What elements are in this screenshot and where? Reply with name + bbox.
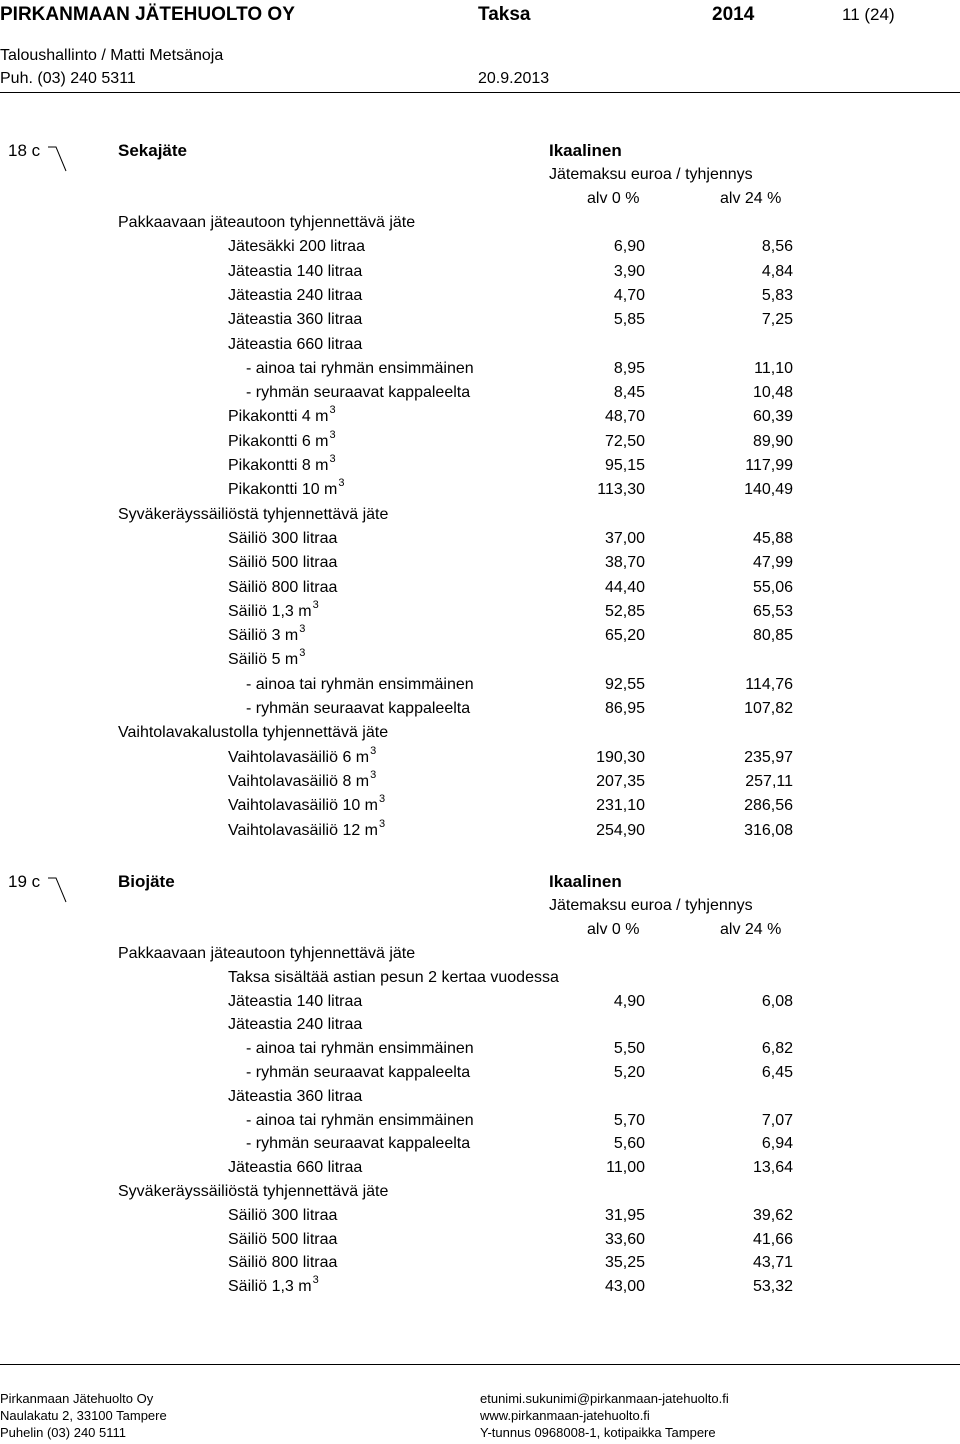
price-vat0: 5,85 bbox=[613, 311, 645, 329]
price-vat0: 6,90 bbox=[613, 238, 645, 256]
price-vat24: 286,56 bbox=[744, 797, 793, 815]
row-label-text: Säiliö 300 litraa bbox=[228, 1206, 338, 1224]
fee-label-row bbox=[0, 166, 960, 190]
row-label bbox=[228, 287, 362, 305]
row-label bbox=[228, 263, 362, 281]
row-label-text: Säiliö 300 litraa bbox=[228, 529, 338, 547]
row-label bbox=[228, 647, 306, 669]
price-vat0: 31,95 bbox=[604, 1206, 645, 1224]
table-row bbox=[0, 1064, 960, 1088]
row-label bbox=[228, 969, 559, 987]
table-row bbox=[0, 506, 960, 530]
row-label-text: - ryhmän seuraavat kappaleelta bbox=[246, 384, 471, 402]
row-label bbox=[246, 384, 470, 402]
row-label bbox=[228, 993, 362, 1011]
row-label-text: Säiliö 800 litraa bbox=[228, 1254, 338, 1272]
table-row bbox=[0, 945, 960, 969]
price-vat0: 231,10 bbox=[596, 797, 645, 815]
table-row bbox=[0, 1207, 960, 1231]
section-header bbox=[0, 872, 960, 898]
row-label bbox=[228, 1088, 362, 1106]
row-label bbox=[228, 744, 377, 767]
table-row bbox=[0, 1112, 960, 1136]
table-row bbox=[0, 623, 960, 651]
price-vat24: 7,25 bbox=[761, 311, 793, 329]
price-vat0: 43,00 bbox=[604, 1278, 645, 1296]
row-label-text: Pikakontti 4 m bbox=[228, 408, 329, 426]
row-label bbox=[118, 1183, 388, 1201]
unit-superscript: 3 bbox=[370, 744, 377, 757]
row-label bbox=[228, 1207, 337, 1225]
col-vat0-header: alv 0 % bbox=[587, 190, 640, 207]
table-row bbox=[0, 360, 960, 384]
unit-superscript: 3 bbox=[329, 404, 336, 417]
table-row bbox=[0, 647, 960, 675]
row-label bbox=[228, 1159, 362, 1177]
row-label bbox=[228, 404, 336, 426]
row-label bbox=[246, 1040, 474, 1058]
row-label-text: Jäteastia 140 litraa bbox=[228, 262, 363, 280]
table-row bbox=[0, 1135, 960, 1159]
table-row bbox=[0, 404, 960, 432]
doc-type: Taksa bbox=[478, 4, 531, 25]
row-label-text: Säiliö 3 m bbox=[228, 627, 299, 645]
row-label-text: Vaihtolavasäiliö 8 m bbox=[228, 772, 370, 790]
footer-email: etunimi.sukunimi@pirkanmaan-jatehuolto.fi bbox=[480, 1391, 729, 1406]
footer-address: Naulakatu 2, 33100 Tampere bbox=[0, 1408, 167, 1423]
fee-label: Jätemaksu euroa / tyhjennys bbox=[549, 166, 753, 183]
price-vat24: 107,82 bbox=[744, 700, 793, 717]
col-vat0-header: alv 0 % bbox=[587, 921, 640, 938]
footer-right bbox=[480, 1390, 729, 1441]
footer-company: Pirkanmaan Jätehuolto Oy bbox=[0, 1391, 154, 1406]
table-row bbox=[0, 700, 960, 724]
department: Taloushallinto / Matti Metsänoja bbox=[0, 47, 224, 64]
row-label-text: Jäteastia 660 litraa bbox=[228, 335, 363, 353]
price-vat24: 10,48 bbox=[752, 384, 793, 402]
table-row bbox=[0, 453, 960, 481]
table-row bbox=[0, 477, 960, 505]
row-label-text: Vaihtolavasäiliö 10 m bbox=[228, 797, 379, 815]
row-label bbox=[228, 1231, 337, 1249]
row-label-text: Syväkeräyssäiliöstä tyhjennettävä jäte bbox=[118, 1183, 389, 1200]
row-label-text: Vaihtolavasäiliö 12 m bbox=[228, 821, 379, 839]
table-row bbox=[0, 598, 960, 627]
table-row bbox=[0, 1274, 960, 1302]
unit-superscript: 3 bbox=[338, 477, 345, 490]
row-label-text: - ryhmän seuraavat kappaleelta bbox=[246, 1064, 471, 1081]
price-vat0: 8,45 bbox=[613, 384, 645, 402]
section-title: Sekajäte bbox=[118, 141, 187, 160]
table-row bbox=[0, 428, 960, 457]
price-vat0: 5,70 bbox=[613, 1111, 645, 1129]
row-label-text: Pikakontti 10 m bbox=[228, 481, 338, 499]
unit-superscript: 3 bbox=[329, 428, 336, 441]
price-vat24: 6,82 bbox=[761, 1040, 793, 1058]
row-label bbox=[228, 238, 365, 256]
footer-left bbox=[0, 1390, 167, 1441]
table-row bbox=[0, 579, 960, 603]
row-label bbox=[246, 360, 474, 378]
price-vat0: 3,90 bbox=[613, 262, 645, 280]
price-vat24: 13,64 bbox=[752, 1159, 793, 1177]
col-vat24-header: alv 24 % bbox=[720, 921, 782, 938]
price-vat24: 6,94 bbox=[761, 1135, 793, 1153]
price-vat24: 6,45 bbox=[761, 1064, 793, 1081]
row-label-text: Vaihtolavakalustolla tyhjennettävä jäte bbox=[118, 724, 389, 742]
row-label bbox=[246, 700, 470, 718]
table-row bbox=[0, 554, 960, 578]
row-label bbox=[228, 793, 386, 815]
price-vat0: 65,20 bbox=[604, 627, 645, 645]
unit-superscript: 3 bbox=[370, 768, 377, 781]
unit-superscript: 3 bbox=[299, 647, 306, 660]
column-headers bbox=[0, 190, 960, 214]
price-vat0: 5,20 bbox=[613, 1064, 645, 1081]
row-label-text: Jätesäkki 200 litraa bbox=[228, 238, 365, 256]
row-label bbox=[118, 506, 388, 524]
price-vat24: 140,49 bbox=[744, 481, 793, 499]
price-vat0: 254,90 bbox=[596, 821, 645, 839]
company-name: PIRKANMAAN JÄTEHUOLTO OY bbox=[0, 4, 295, 25]
unit-superscript: 3 bbox=[379, 817, 386, 830]
row-label bbox=[228, 311, 362, 329]
price-vat24: 41,66 bbox=[752, 1230, 793, 1248]
row-label-text: Vaihtolavasäiliö 6 m bbox=[228, 748, 370, 766]
row-label bbox=[228, 623, 306, 645]
fee-label-row bbox=[0, 897, 960, 921]
unit-superscript: 3 bbox=[329, 453, 336, 465]
section-number: 18 c bbox=[8, 141, 41, 160]
price-vat0: 11,00 bbox=[606, 1159, 645, 1177]
doc-year: 2014 bbox=[712, 4, 755, 25]
price-vat24: 55,06 bbox=[752, 578, 793, 596]
price-vat0: 95,15 bbox=[604, 457, 645, 474]
row-label-text: Säiliö 5 m bbox=[228, 651, 299, 669]
price-vat0: 48,70 bbox=[604, 408, 645, 426]
section-kind: Ikaalinen bbox=[549, 141, 622, 160]
footer-phone: Puhelin (03) 240 5111 bbox=[0, 1425, 127, 1440]
row-label-text: - ryhmän seuraavat kappaleelta bbox=[246, 1135, 471, 1153]
row-label-text: - ainoa tai ryhmän ensimmäinen bbox=[246, 675, 474, 693]
row-label bbox=[228, 477, 345, 499]
price-vat0: 190,30 bbox=[596, 748, 645, 766]
row-label bbox=[246, 1064, 470, 1082]
row-label bbox=[228, 530, 337, 548]
section-number: 19 c bbox=[8, 872, 41, 891]
price-vat0: 4,70 bbox=[613, 286, 645, 304]
row-label-text: Syväkeräyssäiliöstä tyhjennettävä jäte bbox=[118, 505, 389, 523]
price-vat24: 47,99 bbox=[752, 554, 793, 572]
row-label-text: Säiliö 800 litraa bbox=[228, 578, 338, 596]
header-rule bbox=[0, 92, 960, 93]
row-label-text: Jäteastia 360 litraa bbox=[228, 1087, 363, 1105]
table-row bbox=[0, 1183, 960, 1207]
price-vat24: 117,99 bbox=[745, 457, 793, 474]
price-vat24: 235,97 bbox=[744, 748, 793, 766]
table-row bbox=[0, 1159, 960, 1183]
price-vat0: 5,60 bbox=[613, 1135, 645, 1153]
table-row bbox=[0, 384, 960, 408]
row-label bbox=[228, 428, 336, 451]
row-label-text: - ainoa tai ryhmän ensimmäinen bbox=[246, 1111, 474, 1129]
unit-superscript: 3 bbox=[299, 623, 306, 636]
row-label-text: - ainoa tai ryhmän ensimmäinen bbox=[246, 1040, 474, 1058]
price-vat24: 7,07 bbox=[761, 1111, 793, 1129]
price-vat24: 39,62 bbox=[752, 1206, 793, 1224]
row-label-text: Säiliö 1,3 m bbox=[228, 602, 312, 620]
row-label bbox=[228, 336, 362, 354]
row-label bbox=[246, 676, 474, 694]
row-label-text: Taksa sisältää astian pesun 2 kertaa vuodessa bbox=[228, 968, 559, 986]
price-vat24: 257,11 bbox=[745, 772, 793, 790]
footer-website: www.pirkanmaan-jatehuolto.fi bbox=[480, 1408, 650, 1423]
row-label bbox=[246, 1112, 474, 1130]
row-label bbox=[246, 1135, 470, 1153]
price-vat0: 207,35 bbox=[596, 772, 645, 790]
price-vat24: 4,84 bbox=[761, 262, 793, 280]
footer-business-id: Y-tunnus 0968008-1, kotipaikka Tampere bbox=[480, 1425, 716, 1440]
row-label-text: Jäteastia 660 litraa bbox=[228, 1159, 363, 1177]
price-vat0: 5,50 bbox=[613, 1040, 645, 1058]
table-row bbox=[0, 1088, 960, 1112]
row-label bbox=[118, 724, 388, 742]
row-label bbox=[228, 817, 386, 840]
row-label-text: Jäteastia 240 litraa bbox=[228, 1016, 363, 1034]
fee-label: Jätemaksu euroa / tyhjennys bbox=[549, 897, 753, 914]
row-label-text: - ainoa tai ryhmän ensimmäinen bbox=[246, 359, 474, 377]
price-vat0: 8,95 bbox=[613, 359, 645, 377]
unit-superscript: 3 bbox=[312, 1274, 319, 1287]
row-label-text: Jäteastia 140 litraa bbox=[228, 992, 363, 1010]
price-vat24: 89,90 bbox=[752, 432, 793, 450]
table-row bbox=[0, 530, 960, 554]
price-vat24: 114,76 bbox=[745, 675, 793, 693]
price-vat0: 92,55 bbox=[604, 675, 645, 693]
row-label bbox=[228, 1016, 362, 1034]
column-headers bbox=[0, 921, 960, 945]
col-vat24-header: alv 24 % bbox=[720, 190, 782, 207]
price-vat0: 35,25 bbox=[604, 1254, 645, 1272]
price-vat0: 52,85 bbox=[604, 602, 645, 620]
price-vat0: 4,90 bbox=[613, 992, 645, 1010]
price-vat24: 43,71 bbox=[752, 1254, 793, 1272]
price-vat0: 44,40 bbox=[604, 578, 645, 596]
table-row bbox=[0, 287, 960, 311]
price-vat24: 11,10 bbox=[754, 359, 793, 377]
table-row bbox=[0, 969, 960, 993]
row-label bbox=[228, 453, 336, 475]
price-vat24: 6,08 bbox=[761, 992, 793, 1010]
table-row bbox=[0, 676, 960, 700]
row-label-text: Pakkaavaan jäteautoon tyhjennettävä jäte bbox=[118, 214, 416, 231]
row-label-text: Säiliö 1,3 m bbox=[228, 1278, 312, 1296]
page-number: 11 (24) bbox=[842, 5, 895, 24]
table-row bbox=[0, 1040, 960, 1064]
row-label bbox=[118, 945, 415, 963]
price-vat24: 80,85 bbox=[752, 627, 793, 645]
table-row bbox=[0, 1254, 960, 1278]
phone: Puh. (03) 240 5311 bbox=[0, 70, 136, 87]
table-row bbox=[0, 744, 960, 773]
section-kind: Ikaalinen bbox=[549, 872, 622, 891]
price-vat24: 5,83 bbox=[761, 286, 793, 304]
row-label-text: Pikakontti 6 m bbox=[228, 432, 329, 450]
price-vat0: 72,50 bbox=[604, 432, 645, 450]
row-label-text: Pikakontti 8 m bbox=[228, 457, 329, 474]
row-label bbox=[228, 598, 319, 621]
row-label-text: Jäteastia 360 litraa bbox=[228, 311, 363, 329]
price-vat0: 86,95 bbox=[604, 700, 645, 717]
table-row bbox=[0, 1016, 960, 1040]
table-row bbox=[0, 238, 960, 262]
table-row bbox=[0, 263, 960, 287]
row-label-text: Pakkaavaan jäteautoon tyhjennettävä jäte bbox=[118, 945, 416, 962]
section-title: Biojäte bbox=[118, 872, 175, 891]
row-label-text: Jäteastia 240 litraa bbox=[228, 286, 363, 304]
price-vat0: 33,60 bbox=[604, 1230, 645, 1248]
price-vat24: 53,32 bbox=[752, 1278, 793, 1296]
price-vat0: 37,00 bbox=[604, 529, 645, 547]
table-row bbox=[0, 993, 960, 1017]
row-label bbox=[228, 1254, 337, 1272]
row-label-text: Säiliö 500 litraa bbox=[228, 554, 338, 572]
row-label bbox=[118, 214, 415, 232]
table-row bbox=[0, 336, 960, 360]
price-vat24: 45,88 bbox=[752, 529, 793, 547]
table-row bbox=[0, 817, 960, 846]
price-vat24: 8,56 bbox=[761, 238, 793, 256]
table-row bbox=[0, 768, 960, 797]
row-label bbox=[228, 554, 337, 572]
table-row bbox=[0, 724, 960, 748]
footer-rule bbox=[0, 1364, 960, 1365]
price-vat0: 38,70 bbox=[604, 554, 645, 572]
section-header bbox=[0, 141, 960, 167]
table-row bbox=[0, 214, 960, 238]
row-label bbox=[228, 579, 337, 597]
row-label-text: - ryhmän seuraavat kappaleelta bbox=[246, 700, 471, 717]
table-row bbox=[0, 1231, 960, 1255]
doc-date: 20.9.2013 bbox=[478, 70, 550, 87]
row-label bbox=[228, 768, 377, 791]
price-vat24: 65,53 bbox=[752, 602, 793, 620]
row-label-text: Säiliö 500 litraa bbox=[228, 1230, 338, 1248]
price-vat24: 60,39 bbox=[752, 408, 793, 426]
table-row bbox=[0, 793, 960, 821]
row-label bbox=[228, 1274, 319, 1296]
unit-superscript: 3 bbox=[312, 598, 319, 611]
price-vat0: 113,30 bbox=[597, 481, 645, 499]
table-row bbox=[0, 311, 960, 335]
price-vat24: 316,08 bbox=[744, 821, 793, 839]
unit-superscript: 3 bbox=[379, 793, 386, 806]
